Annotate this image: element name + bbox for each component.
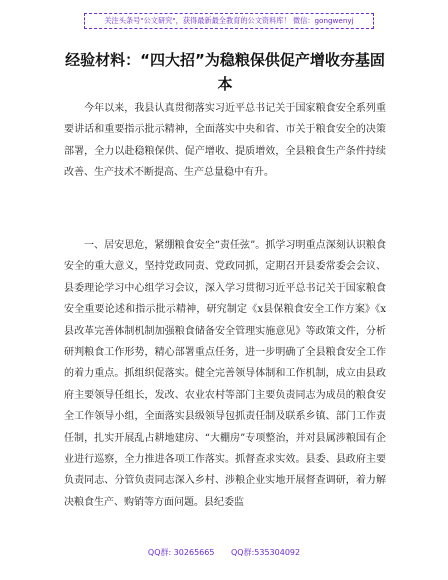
footer-contact (0, 547, 448, 559)
header-promo-banner: 关注头条号"公文研究"，获得最新最全教育的公文资料库！ 微信：gongwenyj (84, 13, 374, 29)
footer-qq-group-2: QQ群:535304092 (231, 548, 301, 557)
document-title: 经验材料：“四大招”为稳粮保供促产增收夯基固本 (65, 51, 385, 93)
footer-qq-group-1: QQ群: 30265665 (147, 548, 215, 557)
body-paragraph-section-one: 一、居安思危，紧绷粮食安全“责任弦”。抓学习明重点深刻认识粮食安全的重大意义，坚持党政同责、党政同抓，定期召开县委常委会会议、县委理论学习中心组学习会议，深入学习贯彻习近平总书记关于国家粮食安全重要论述和指示批示精神，研究制定《x县保粮食安全工作方案》《x县改革完善体制机制加强粮食储备安全管理实施意见》等政策文件，分析研判粮食工作形势，精心部署重点任务，进一步明确了全县粮食安全工作的着力重点。抓组织促落实。健全完善领导体制和工作机制，成立由县政府主要领导任组长，发改、农业农村等部门主要负责同志为成员的粮食安全工作领导小组，全面落实县级领导包抓责任制及联系乡镇、部门工作责任制，扎实开展乱占耕地建房、“大棚房”专项整治，并对县属涉粮国有企业进行巡察，全力推进各项工作落实。抓督查求实效。县委、县政府主要负责同志、分管负责同志深入乡村、涉粮企业实地开展督查调研，着力解决粮食生产、购销等方面问题。县纪委监 (64, 240, 386, 508)
body-paragraph-intro: 今年以来，我县认真贯彻落实习近平总书记关于国家粮食安全系列重要讲话和重要指示批示精神，全面落实中央和省、市关于粮食安全的决策部署，全力以赴稳粮保供、促产增收、提质增效，全县粮食生产条件持续改善、生产技术不断提高、生产总量稳中有升。 (64, 103, 386, 179)
